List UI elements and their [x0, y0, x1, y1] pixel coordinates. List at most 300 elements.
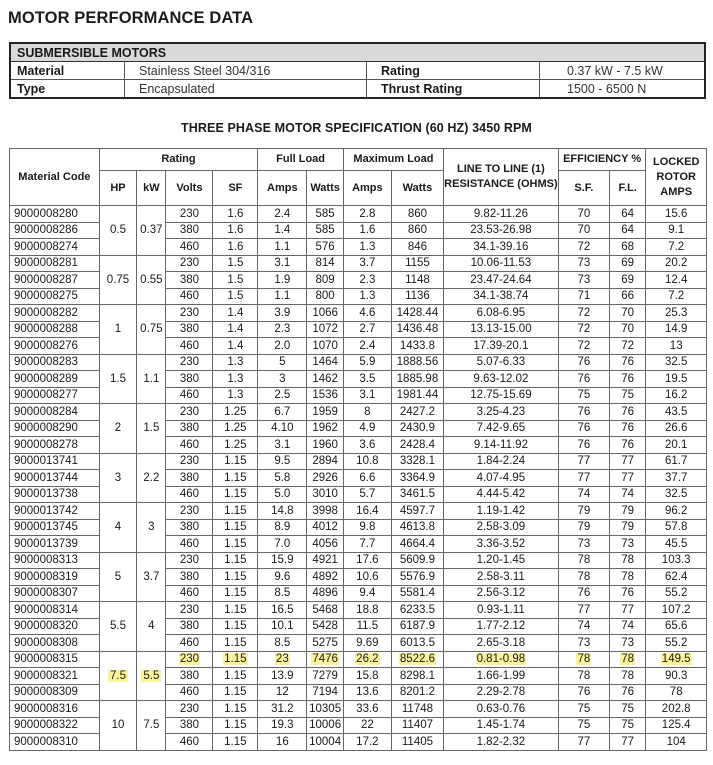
cell-full-load-watts: 5468	[307, 602, 344, 619]
cell-resistance: 7.42-9.65	[444, 420, 559, 437]
table-row	[10, 206, 707, 223]
cell-max-load-amps: 1.3	[343, 288, 391, 305]
cell-material-code: 9000008307	[10, 585, 100, 602]
cell-sf: 1.15	[213, 519, 258, 536]
cell-sf	[213, 651, 258, 668]
cell-sf: 1.4	[213, 338, 258, 355]
cell-efficiency-sf: 70	[558, 206, 609, 223]
cell-sf: 1.5	[213, 288, 258, 305]
cell-resistance: 17.39-20.1	[444, 338, 559, 355]
cell-full-load-amps: 16.5	[258, 602, 307, 619]
cell-max-load-amps: 16.4	[343, 503, 391, 520]
cell-sf: 1.15	[213, 618, 258, 635]
cell-efficiency-fl: 75	[609, 701, 646, 718]
cell-kw: 0.75	[137, 305, 166, 355]
cell-locked-rotor-amps: 26.6	[646, 420, 707, 437]
header-material-code: Material Code	[10, 149, 100, 206]
cell-material-code: 9000008315	[10, 651, 100, 668]
cell-sf: 1.15	[213, 668, 258, 685]
cell-full-load-amps: 2.3	[258, 321, 307, 338]
cell-resistance: 1.66-1.99	[444, 668, 559, 685]
cell-efficiency-fl: 72	[609, 338, 646, 355]
cell-resistance: 9.82-11.26	[444, 206, 559, 223]
cell-locked-rotor-amps: 19.5	[646, 371, 707, 388]
cell-full-load-amps: 1.1	[258, 239, 307, 256]
cell-volts: 460	[166, 486, 213, 503]
cell-full-load-watts: 1462	[307, 371, 344, 388]
cell-efficiency-fl: 64	[609, 222, 646, 239]
cell-efficiency-sf: 77	[558, 734, 609, 751]
cell-efficiency-sf: 78	[558, 569, 609, 586]
cell-efficiency-sf: 76	[558, 420, 609, 437]
cell-max-load-watts: 2430.9	[391, 420, 443, 437]
cell-kw: 0.37	[137, 206, 166, 256]
cell-max-load-amps: 1.6	[343, 222, 391, 239]
cell-locked-rotor-amps: 104	[646, 734, 707, 751]
cell-full-load-watts: 585	[307, 206, 344, 223]
cell-full-load-watts: 1066	[307, 305, 344, 322]
cell-material-code: 9000013742	[10, 503, 100, 520]
cell-full-load-amps: 5	[258, 354, 307, 371]
cell-max-load-watts: 1436.48	[391, 321, 443, 338]
cell-sf: 1.15	[213, 569, 258, 586]
cell-material-code: 9000008277	[10, 387, 100, 404]
cell-full-load-watts: 4921	[307, 552, 344, 569]
cell-max-load-amps: 2.7	[343, 321, 391, 338]
cell-full-load-amps: 12	[258, 684, 307, 701]
cell-max-load-watts: 5581.4	[391, 585, 443, 602]
cell-max-load-amps: 15.8	[343, 668, 391, 685]
cell-locked-rotor-amps: 25.3	[646, 305, 707, 322]
highlighted-value: 0.81-0.98	[476, 653, 526, 666]
cell-full-load-watts: 4892	[307, 569, 344, 586]
cell-resistance: 12.75-15.69	[444, 387, 559, 404]
cell-full-load-watts: 4056	[307, 536, 344, 553]
cell-full-load-amps: 16	[258, 734, 307, 751]
cell-full-load-watts: 1072	[307, 321, 344, 338]
cell-max-load-amps: 22	[343, 717, 391, 734]
cell-max-load-amps: 10.6	[343, 569, 391, 586]
cell-full-load-watts: 5428	[307, 618, 344, 635]
header-max-load-amps: Amps	[343, 171, 391, 206]
cell-material-code: 9000013745	[10, 519, 100, 536]
cell-max-load-amps: 3.7	[343, 255, 391, 272]
cell-max-load-amps	[343, 651, 391, 668]
cell-material-code: 9000008320	[10, 618, 100, 635]
cell-max-load-amps: 17.2	[343, 734, 391, 751]
cell-efficiency-fl: 74	[609, 618, 646, 635]
cell-sf: 1.6	[213, 222, 258, 239]
table-row	[10, 305, 707, 322]
cell-material-code: 9000013744	[10, 470, 100, 487]
cell-efficiency-sf: 73	[558, 536, 609, 553]
highlighted-value: 230	[179, 653, 200, 666]
cell-max-load-amps: 4.6	[343, 305, 391, 322]
cell-full-load-amps: 19.3	[258, 717, 307, 734]
cell-material-code: 9000008280	[10, 206, 100, 223]
cell-sf: 1.25	[213, 404, 258, 421]
cell-material-code: 9000013741	[10, 453, 100, 470]
cell-max-load-amps: 2.3	[343, 272, 391, 289]
header-efficiency: EFFICIENCY %	[558, 149, 646, 171]
cell-efficiency-fl: 77	[609, 470, 646, 487]
cell-full-load-amps: 2.4	[258, 206, 307, 223]
cell-full-load-watts: 3998	[307, 503, 344, 520]
cell-material-code: 9000008287	[10, 272, 100, 289]
cell-volts: 230	[166, 453, 213, 470]
summary-value-rating: 0.37 kW - 7.5 kW	[540, 62, 706, 80]
cell-resistance: 1.19-1.42	[444, 503, 559, 520]
cell-full-load-amps: 5.0	[258, 486, 307, 503]
cell-locked-rotor-amps: 12.4	[646, 272, 707, 289]
cell-full-load-amps: 31.2	[258, 701, 307, 718]
cell-full-load-amps: 8.5	[258, 635, 307, 652]
cell-efficiency-sf: 78	[558, 552, 609, 569]
cell-sf: 1.15	[213, 602, 258, 619]
cell-full-load-amps: 2.0	[258, 338, 307, 355]
cell-max-load-watts: 2428.4	[391, 437, 443, 454]
motor-spec-table	[9, 148, 707, 751]
cell-kw: 7.5	[137, 701, 166, 751]
spec-table-title: THREE PHASE MOTOR SPECIFICATION (60 HZ) 3450 RPM	[181, 121, 532, 135]
cell-efficiency-sf: 77	[558, 602, 609, 619]
cell-material-code: 9000008286	[10, 222, 100, 239]
cell-efficiency-fl: 77	[609, 734, 646, 751]
cell-max-load-amps: 9.69	[343, 635, 391, 652]
cell-hp: 3	[99, 453, 137, 503]
cell-efficiency-fl: 76	[609, 684, 646, 701]
cell-material-code: 9000008288	[10, 321, 100, 338]
cell-full-load-watts: 1464	[307, 354, 344, 371]
highlighted-value: 78	[577, 653, 591, 666]
cell-full-load-watts	[307, 651, 344, 668]
cell-full-load-watts: 585	[307, 222, 344, 239]
cell-max-load-watts: 4597.7	[391, 503, 443, 520]
cell-resistance: 4.07-4.95	[444, 470, 559, 487]
cell-kw: 4	[137, 602, 166, 652]
cell-material-code: 9000013739	[10, 536, 100, 553]
cell-efficiency-fl: 76	[609, 404, 646, 421]
cell-full-load-amps: 3.9	[258, 305, 307, 322]
cell-full-load-amps: 6.7	[258, 404, 307, 421]
cell-sf: 1.15	[213, 536, 258, 553]
summary-value-type: Encapsulated	[125, 80, 367, 99]
cell-material-code: 9000008313	[10, 552, 100, 569]
cell-material-code: 9000008322	[10, 717, 100, 734]
cell-resistance: 9.14-11.92	[444, 437, 559, 454]
cell-locked-rotor-amps: 20.2	[646, 255, 707, 272]
cell-material-code: 9000008284	[10, 404, 100, 421]
cell-efficiency-sf: 75	[558, 717, 609, 734]
page-title: MOTOR PERFORMANCE DATA	[8, 9, 254, 27]
cell-full-load-amps: 8.5	[258, 585, 307, 602]
cell-material-code: 9000008290	[10, 420, 100, 437]
cell-max-load-watts: 1148	[391, 272, 443, 289]
header-maximum-load: Maximum Load	[343, 149, 443, 171]
cell-material-code: 9000008314	[10, 602, 100, 619]
table-row	[10, 255, 707, 272]
cell-resistance: 0.63-0.76	[444, 701, 559, 718]
cell-efficiency-fl: 70	[609, 305, 646, 322]
cell-max-load-watts: 1888.56	[391, 354, 443, 371]
cell-efficiency-sf: 72	[558, 338, 609, 355]
cell-max-load-amps: 7.7	[343, 536, 391, 553]
cell-volts: 460	[166, 338, 213, 355]
cell-max-load-watts: 11407	[391, 717, 443, 734]
cell-max-load-amps: 3.6	[343, 437, 391, 454]
cell-locked-rotor-amps: 90.3	[646, 668, 707, 685]
cell-full-load-watts: 10004	[307, 734, 344, 751]
header-locked-rotor-amps: LOCKED ROTOR AMPS	[646, 149, 707, 206]
cell-sf: 1.4	[213, 305, 258, 322]
cell-locked-rotor-amps: 125.4	[646, 717, 707, 734]
cell-full-load-amps: 5.8	[258, 470, 307, 487]
cell-max-load-watts: 6013.5	[391, 635, 443, 652]
cell-resistance: 23.53-26.98	[444, 222, 559, 239]
cell-material-code: 9000008278	[10, 437, 100, 454]
cell-resistance: 1.77-2.12	[444, 618, 559, 635]
cell-full-load-amps: 4.10	[258, 420, 307, 437]
cell-sf: 1.3	[213, 387, 258, 404]
highlighted-value: 78	[621, 653, 635, 666]
cell-volts: 230	[166, 255, 213, 272]
cell-max-load-amps: 17.6	[343, 552, 391, 569]
header-kw: kW	[137, 171, 166, 206]
cell-max-load-watts	[391, 651, 443, 668]
cell-volts: 380	[166, 470, 213, 487]
cell-resistance	[444, 651, 559, 668]
cell-full-load-watts: 4012	[307, 519, 344, 536]
cell-locked-rotor-amps: 55.2	[646, 585, 707, 602]
cell-full-load-watts: 5275	[307, 635, 344, 652]
submersible-motors-summary-table	[9, 42, 706, 99]
cell-hp: 10	[99, 701, 137, 751]
cell-max-load-amps: 13.6	[343, 684, 391, 701]
cell-full-load-watts: 2926	[307, 470, 344, 487]
cell-locked-rotor-amps: 32.5	[646, 354, 707, 371]
summary-label-thrust: Thrust Rating	[367, 80, 540, 99]
cell-max-load-watts: 1981.44	[391, 387, 443, 404]
summary-value-material: Stainless Steel 304/316	[125, 62, 367, 80]
cell-full-load-amps: 3.1	[258, 255, 307, 272]
table-row	[10, 354, 707, 371]
cell-efficiency-fl: 77	[609, 602, 646, 619]
cell-max-load-amps: 9.8	[343, 519, 391, 536]
cell-efficiency-sf: 76	[558, 404, 609, 421]
cell-volts: 460	[166, 387, 213, 404]
cell-efficiency-sf: 75	[558, 387, 609, 404]
cell-efficiency-fl: 78	[609, 552, 646, 569]
cell-efficiency-sf: 71	[558, 288, 609, 305]
cell-max-load-watts: 5576.9	[391, 569, 443, 586]
header-efficiency-sf: S.F.	[558, 171, 609, 206]
cell-max-load-watts: 3364.9	[391, 470, 443, 487]
spec-table-body	[10, 206, 707, 751]
highlighted-value: 149.5	[661, 653, 691, 666]
summary-row-material	[10, 62, 705, 80]
cell-volts: 380	[166, 569, 213, 586]
summary-label-rating: Rating	[367, 62, 540, 80]
cell-efficiency-fl: 64	[609, 206, 646, 223]
cell-efficiency-fl: 78	[609, 569, 646, 586]
cell-max-load-watts: 3461.5	[391, 486, 443, 503]
cell-max-load-watts: 1885.98	[391, 371, 443, 388]
cell-full-load-amps: 14.8	[258, 503, 307, 520]
cell-max-load-watts: 860	[391, 206, 443, 223]
cell-locked-rotor-amps: 14.9	[646, 321, 707, 338]
cell-kw: 1.1	[137, 354, 166, 404]
cell-material-code: 9000008316	[10, 701, 100, 718]
cell-resistance: 1.84-2.24	[444, 453, 559, 470]
cell-resistance: 23.47-24.64	[444, 272, 559, 289]
cell-efficiency-fl: 75	[609, 717, 646, 734]
cell-max-load-amps: 11.5	[343, 618, 391, 635]
cell-locked-rotor-amps: 13	[646, 338, 707, 355]
cell-resistance: 0.93-1.11	[444, 602, 559, 619]
cell-sf: 1.15	[213, 635, 258, 652]
cell-volts: 460	[166, 684, 213, 701]
cell-sf: 1.15	[213, 717, 258, 734]
summary-label-type: Type	[10, 80, 125, 99]
cell-max-load-amps: 3.1	[343, 387, 391, 404]
cell-sf: 1.4	[213, 321, 258, 338]
cell-resistance: 4.44-5.42	[444, 486, 559, 503]
cell-resistance: 1.45-1.74	[444, 717, 559, 734]
cell-max-load-watts: 1136	[391, 288, 443, 305]
cell-locked-rotor-amps: 20.1	[646, 437, 707, 454]
header-efficiency-fl: F.L.	[609, 171, 646, 206]
cell-max-load-amps: 5.7	[343, 486, 391, 503]
cell-material-code: 9000013738	[10, 486, 100, 503]
cell-kw	[137, 651, 166, 701]
cell-resistance: 9.63-12.02	[444, 371, 559, 388]
cell-full-load-amps: 9.5	[258, 453, 307, 470]
cell-sf: 1.15	[213, 453, 258, 470]
cell-efficiency-fl: 74	[609, 486, 646, 503]
cell-efficiency-sf: 76	[558, 354, 609, 371]
cell-efficiency-fl: 73	[609, 536, 646, 553]
cell-locked-rotor-amps: 43.5	[646, 404, 707, 421]
cell-volts: 380	[166, 321, 213, 338]
cell-efficiency-fl: 79	[609, 503, 646, 520]
cell-resistance: 5.07-6.33	[444, 354, 559, 371]
cell-efficiency-sf: 79	[558, 519, 609, 536]
cell-efficiency-sf: 76	[558, 371, 609, 388]
cell-kw: 1.5	[137, 404, 166, 454]
cell-efficiency-fl: 76	[609, 420, 646, 437]
cell-max-load-watts: 8298.1	[391, 668, 443, 685]
cell-locked-rotor-amps: 16.2	[646, 387, 707, 404]
summary-row-type	[10, 80, 705, 99]
summary-value-thrust: 1500 - 6500 N	[540, 80, 706, 99]
cell-max-load-watts: 2427.2	[391, 404, 443, 421]
cell-locked-rotor-amps: 103.3	[646, 552, 707, 569]
cell-locked-rotor-amps: 78	[646, 684, 707, 701]
cell-max-load-amps: 6.6	[343, 470, 391, 487]
cell-max-load-watts: 1433.8	[391, 338, 443, 355]
header-max-load-watts: Watts	[391, 171, 443, 206]
cell-max-load-amps: 9.4	[343, 585, 391, 602]
cell-locked-rotor-amps: 65.6	[646, 618, 707, 635]
cell-sf: 1.5	[213, 255, 258, 272]
cell-volts: 460	[166, 635, 213, 652]
cell-sf: 1.6	[213, 239, 258, 256]
cell-material-code: 9000008274	[10, 239, 100, 256]
header-full-load-watts: Watts	[307, 171, 344, 206]
cell-efficiency-fl: 69	[609, 255, 646, 272]
cell-full-load-amps: 7.0	[258, 536, 307, 553]
cell-efficiency-fl: 73	[609, 635, 646, 652]
header-resistance: LINE TO LINE (1) RESISTANCE (OHMS)	[444, 149, 559, 206]
cell-sf: 1.15	[213, 552, 258, 569]
cell-max-load-amps: 2.8	[343, 206, 391, 223]
cell-hp: 4	[99, 503, 137, 553]
cell-full-load-amps: 9.6	[258, 569, 307, 586]
cell-max-load-watts: 4613.8	[391, 519, 443, 536]
cell-efficiency-sf: 79	[558, 503, 609, 520]
cell-volts: 380	[166, 717, 213, 734]
cell-max-load-watts: 860	[391, 222, 443, 239]
cell-resistance: 2.56-3.12	[444, 585, 559, 602]
cell-max-load-watts: 11748	[391, 701, 443, 718]
cell-volts: 230	[166, 701, 213, 718]
cell-efficiency-sf: 76	[558, 437, 609, 454]
cell-efficiency-fl: 79	[609, 519, 646, 536]
cell-max-load-amps: 8	[343, 404, 391, 421]
cell-material-code: 9000008309	[10, 684, 100, 701]
cell-efficiency-sf: 73	[558, 255, 609, 272]
cell-volts: 380	[166, 272, 213, 289]
cell-max-load-watts: 846	[391, 239, 443, 256]
cell-sf: 1.3	[213, 371, 258, 388]
cell-volts: 380	[166, 371, 213, 388]
cell-sf: 1.15	[213, 585, 258, 602]
cell-full-load-watts: 814	[307, 255, 344, 272]
cell-volts: 380	[166, 222, 213, 239]
cell-efficiency-sf: 72	[558, 239, 609, 256]
highlighted-value: 7.5	[109, 669, 126, 682]
header-hp: HP	[99, 171, 137, 206]
spec-header-row-2	[10, 171, 707, 206]
cell-volts: 460	[166, 437, 213, 454]
cell-full-load-watts: 1070	[307, 338, 344, 355]
cell-full-load-amps: 15.9	[258, 552, 307, 569]
cell-full-load-watts: 1962	[307, 420, 344, 437]
cell-full-load-watts: 7279	[307, 668, 344, 685]
cell-locked-rotor-amps	[646, 651, 707, 668]
cell-max-load-watts: 11405	[391, 734, 443, 751]
header-rating: Rating	[99, 149, 258, 171]
cell-sf: 1.15	[213, 701, 258, 718]
cell-full-load-watts: 2894	[307, 453, 344, 470]
cell-full-load-watts: 10006	[307, 717, 344, 734]
cell-material-code: 9000008275	[10, 288, 100, 305]
cell-locked-rotor-amps: 61.7	[646, 453, 707, 470]
cell-resistance: 10.06-11.53	[444, 255, 559, 272]
cell-locked-rotor-amps: 96.2	[646, 503, 707, 520]
cell-efficiency-fl: 70	[609, 321, 646, 338]
cell-efficiency-sf: 77	[558, 453, 609, 470]
header-sf: SF	[213, 171, 258, 206]
cell-locked-rotor-amps: 57.8	[646, 519, 707, 536]
cell-max-load-watts: 4664.4	[391, 536, 443, 553]
cell-full-load-amps: 1.9	[258, 272, 307, 289]
cell-hp: 1	[99, 305, 137, 355]
cell-volts: 380	[166, 618, 213, 635]
cell-efficiency-sf	[558, 651, 609, 668]
cell-max-load-watts: 6187.9	[391, 618, 443, 635]
header-full-load-amps: Amps	[258, 171, 307, 206]
